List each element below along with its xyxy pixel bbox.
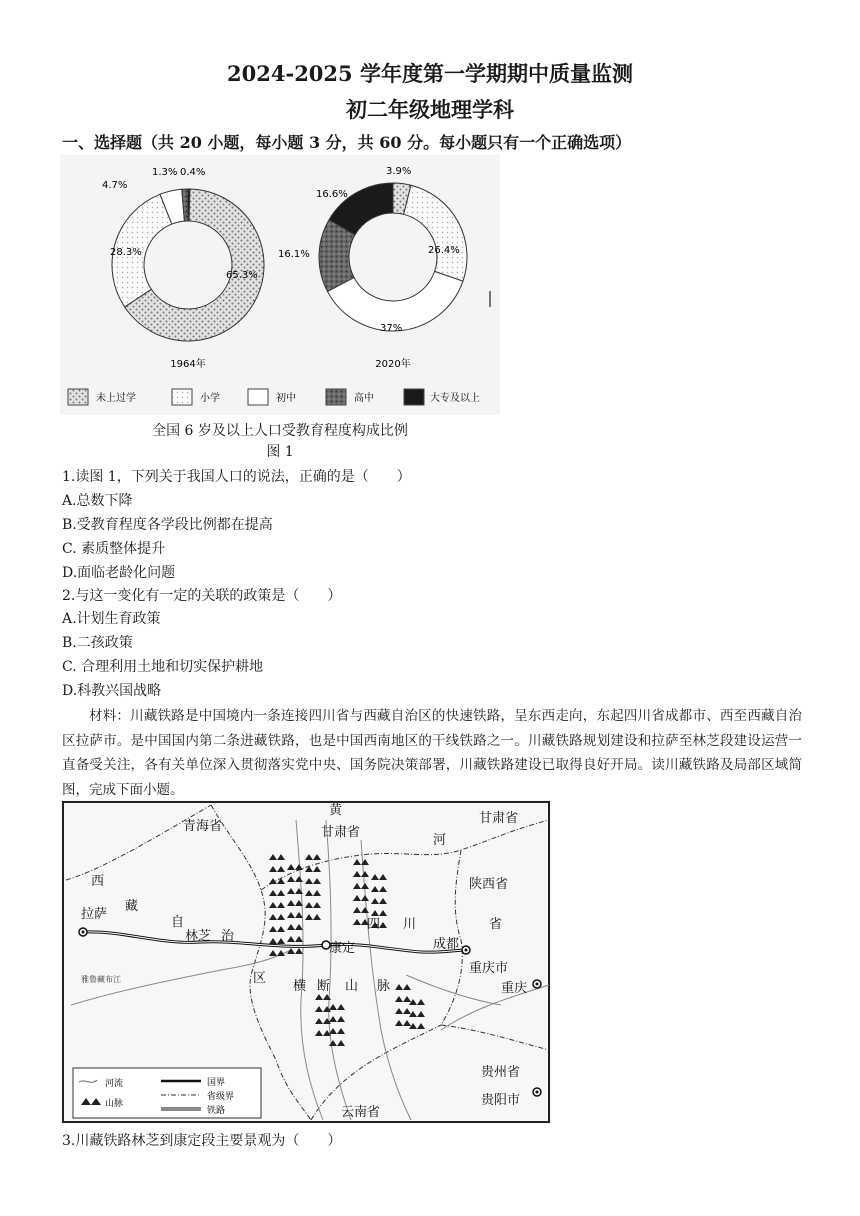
label-linzhi: 林芝 [185,929,212,944]
figure1-label: 图 1 [266,444,294,460]
legend-swatch-college [404,389,424,405]
legend-swatch-none [68,389,88,405]
data-label-2020-college: 16.6% [316,189,348,200]
label-sheng: 省 [489,917,503,932]
label-qu: 区 [253,971,267,986]
legend-label-senior: 高中 [354,393,374,404]
donut-2020 [319,183,467,331]
label-chengdu: 成都 [433,937,460,952]
label-chongqing: 重庆 [501,981,528,996]
reading-material: 材料：川藏铁路是中国境内一条连接四川省与西藏自治区的快速铁路，呈东西走向，东起四川省成都市、西至西藏自治区拉萨市。是中国国内第二条进藏铁路，也是中国西南地区的干线铁路之一。川藏铁路规划建设和拉萨至林芝段建设运营一直备受关注，各有关单位深入贯彻落实党中央、国务院决策部署，川藏铁路建设已取得良好开局。读川藏铁路及局部区域简图，完成下面小题。 [62,708,802,798]
slice-2020-primary [404,185,467,281]
label-guiyang: 贵阳市 [481,1093,521,1108]
question-2-option-b: B.二孩政策 [62,635,133,651]
sichuan-tibet-railway-map [61,800,551,1124]
label-huang: 黄 [329,803,343,818]
label-guizhou: 贵州省 [481,1065,521,1080]
section-heading: 一、选择题（共 20 小题，每小题 3 分，共 60 分。每小题只有一个正确选项） [62,133,632,152]
label-lasa: 拉萨 [81,907,108,922]
donut-1964 [112,189,264,341]
label-shaanxi: 陕西省 [469,877,509,892]
legend-label-none: 未上过学 [96,393,136,404]
data-label-2020-junior: 37% [380,323,403,334]
data-label-1964-none: 65.3% [226,270,258,281]
map-legend [73,1068,261,1118]
chart-title-2020: 2020年 [375,359,411,370]
education-donut-figure [60,155,500,415]
label-qinghai: 青海省 [183,819,223,834]
data-label-1964-junior: 4.7% [102,180,128,191]
figure1-caption: 全国 6 岁及以上人口受教育程度构成比例 [152,423,408,439]
legend-province-label: 省级界 [207,1092,235,1102]
label-yunnan: 云南省 [341,1105,381,1120]
legend-mountain-label: 山脉 [105,1099,124,1109]
label-mai: 脉 [377,979,391,994]
label-zang: 藏 [125,899,139,914]
question-1-option-d: D.面临老龄化问题 [62,565,176,581]
data-label-2020-senior: 16.1% [278,249,310,260]
label-duan: 断 [317,979,331,994]
chart-title-1964: 1964年 [170,359,206,370]
label-heng: 横 [293,979,307,994]
label-kangding: 康定 [329,941,356,956]
question-1-option-b: B.受教育程度各学段比例都在提高 [62,517,273,533]
question-1-option-c: C. 素质整体提升 [62,541,166,557]
chart-legend [68,389,480,405]
data-label-1964-senior: 1.3% [152,167,178,178]
label-chongqing-shi: 重庆市 [469,961,509,976]
label-zi: 自 [171,915,185,930]
legend-border-label: 国界 [207,1078,226,1088]
legend-swatch-senior [326,389,346,405]
legend-label-primary: 小学 [200,393,220,404]
label-zhi: 治 [221,929,235,944]
question-2-option-c: C. 合理利用土地和切实保护耕地 [62,659,264,675]
label-shan: 山 [345,979,359,994]
label-gansu-e: 甘肃省 [479,811,519,826]
legend-swatch-junior [248,389,268,405]
data-label-2020-primary: 26.4% [428,245,460,256]
label-he: 河 [433,833,447,848]
data-label-1964-college: 0.4% [180,167,206,178]
legend-label-junior: 初中 [276,393,296,404]
question-2-option-d: D.科教兴国战略 [62,683,162,699]
question-2-option-a: A.计划生育政策 [62,611,161,627]
legend-river-label: 河流 [105,1079,124,1089]
exam-subtitle: 初二年级地理学科 [346,97,514,122]
question-1-option-a: A.总数下降 [62,493,133,509]
data-label-2020-none: 3.9% [386,166,412,177]
label-gansu-w: 甘肃省 [321,825,361,840]
question-2-stem: 2.与这一变化有一定的关联的政策是（ ） [62,588,342,604]
label-si: 四 [367,917,381,932]
question-3-stem: 3.川藏铁路林芝到康定段主要景观为（ ） [62,1133,342,1149]
exam-title: 2024-2025 学年度第一学期期中质量监测 [227,61,633,86]
label-chuan: 川 [403,917,417,932]
legend-label-college: 大专及以上 [430,393,480,404]
legend-swatch-primary [172,389,192,405]
label-xi: 西 [91,874,105,889]
question-1-stem: 1.读图 1，下列关于我国人口的说法，正确的是（ ） [62,469,411,485]
legend-railway-label: 铁路 [207,1106,226,1116]
label-yarlung-river: 雅鲁藏布江 [81,975,121,984]
data-label-1964-primary: 28.3% [110,247,142,258]
